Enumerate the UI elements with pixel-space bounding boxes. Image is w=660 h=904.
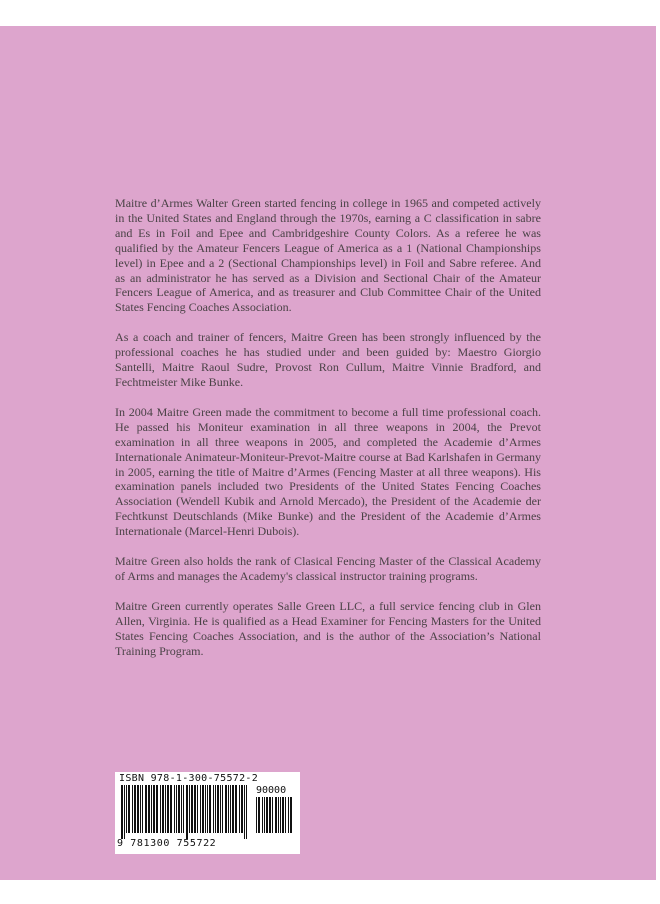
barcode-bar: [183, 785, 184, 833]
barcode-bar: [156, 785, 158, 833]
barcode-bar: [200, 785, 201, 833]
barcode-bar: [124, 785, 125, 839]
barcode-bar: [197, 785, 198, 833]
barcode-bar: [194, 785, 196, 833]
barcode-bar: [151, 785, 152, 833]
barcode-bar: [244, 785, 245, 839]
barcode-bar: [207, 785, 208, 833]
addon-barcode-bars: [256, 797, 296, 839]
barcode-bar: [290, 797, 292, 833]
barcode-bar: [272, 797, 273, 833]
price-code: 90000: [256, 785, 287, 796]
barcode-bar: [132, 785, 133, 833]
bio-paragraph-2: As a coach and trainer of fencers, Maitre Green has been strongly influenced by the professional coaches he has studied under and been guided by: Maestro Giorgio Santelli, Maitre Raoul Sudre, Provost Ron Cullum, Maitre Vinnie Bradford, and Fechtmeister Mike Bunke.: [115, 330, 541, 389]
bio-paragraph-3: In 2004 Maitre Green made the commitment to become a full time professional coach. He passed his Moniteur examination in all three weapons in 2004, the Prevot examination in all three weapons in 2005, and completed the Academie d’Armes Internationale Animateur-Moniteur-Prevot-Maitre course at Bad Karlshafen in Germany in 2005, earning the title of Maitre d’Armes (Fencing Master at all three weapons). His examination panels included two Presidents of the United States Fencing Coaches Association (Wendell Kubik and Arnold Mercado), the President of the Academie der Fechtkunst Deutschlands (Mike Bunke) and the President of the Academie d’Armes Internationale (Marcel-Henri Dubois).: [115, 404, 541, 539]
barcode-bar: [162, 785, 164, 833]
barcode-bar: [181, 785, 182, 833]
barcode-bar: [205, 785, 206, 833]
barcode-bar: [209, 785, 211, 833]
barcode-bar: [246, 785, 247, 839]
ean-digits: 9 781300 755722: [117, 838, 217, 849]
barcode-bar: [262, 797, 263, 833]
isbn-barcode: [115, 772, 300, 854]
barcode-bar: [202, 785, 204, 833]
barcode-bar: [258, 797, 260, 833]
barcode-bar: [176, 785, 177, 833]
barcode-bar: [232, 785, 234, 833]
barcode-bar: [121, 785, 123, 839]
barcode-bar: [228, 785, 229, 833]
barcode-bar: [282, 797, 284, 833]
bio-paragraph-1: Maitre d’Armes Walter Green started fencing in college in 1965 and competed actively in the United States and England through the 1970s, earning a C classification in sabre and Es in Foil and Epee and Cambridgeshire County Colors. As a referee he was qualified by the Amateur Fencers League of America as a 1 (National Championships level) in Epee and a 2 (Sectional Championships level) in Foil and Sabre referee. And as an administrator he has served as a Division and Sectional Chair of the Amateur Fencers League of America, and as treasurer and Club Committee Chair of the United States Fencing Coaches Association.: [115, 196, 541, 315]
barcode-bar: [160, 785, 161, 833]
barcode-bar: [189, 785, 190, 833]
barcode-bar: [285, 797, 286, 833]
barcode-bar: [191, 785, 193, 833]
barcode-bar: [142, 785, 143, 833]
barcode-bar: [225, 785, 227, 833]
barcode-bar: [137, 785, 139, 833]
barcode-bar: [126, 785, 127, 833]
bio-paragraph-4: Maitre Green also holds the rank of Clasical Fencing Master of the Classical Academy of Arms and manages the Academy's classical instructor training programs.: [115, 554, 541, 583]
barcode-bar: [170, 785, 172, 833]
barcode-bar: [241, 785, 243, 833]
barcode-bar: [230, 785, 231, 833]
barcode-bar: [266, 797, 268, 833]
barcode-bar: [213, 785, 214, 833]
bio-paragraph-5: Maitre Green currently operates Salle Green LLC, a full service fencing club in Glen Allen, Virginia. He is qualified as a Head Examiner for Fencing Masters for the United States Fencing Coaches Association, and is the author of the Association’s National Training Program.: [115, 598, 541, 658]
barcode-bar: [148, 785, 150, 833]
barcode-bar: [222, 785, 223, 833]
barcode-bar: [153, 785, 155, 833]
barcode-bar: [275, 797, 277, 833]
barcode-bar: [174, 785, 175, 833]
barcode-bar: [288, 797, 289, 833]
barcode-bar: [134, 785, 136, 833]
back-cover: [0, 26, 656, 880]
barcode-bar: [165, 785, 166, 833]
barcode-bar: [167, 785, 169, 833]
barcode-bar: [140, 785, 141, 833]
barcode-bar: [145, 785, 147, 833]
ean-barcode-bars: [121, 785, 251, 839]
barcode-bar: [278, 797, 279, 833]
barcode-bar: [128, 785, 130, 833]
author-bio: [115, 196, 541, 673]
barcode-bar: [269, 797, 271, 833]
barcode-bar: [186, 785, 188, 839]
barcode-bar: [264, 797, 265, 833]
barcode-bar: [256, 797, 257, 833]
barcode-bar: [217, 785, 219, 833]
barcode-bar: [235, 785, 237, 833]
barcode-bar: [215, 785, 216, 833]
barcode-bar: [280, 797, 281, 833]
barcode-bar: [220, 785, 221, 833]
barcode-bar: [178, 785, 180, 833]
isbn-label: ISBN 978-1-300-75572-2: [119, 773, 259, 784]
barcode-bar: [239, 785, 240, 833]
